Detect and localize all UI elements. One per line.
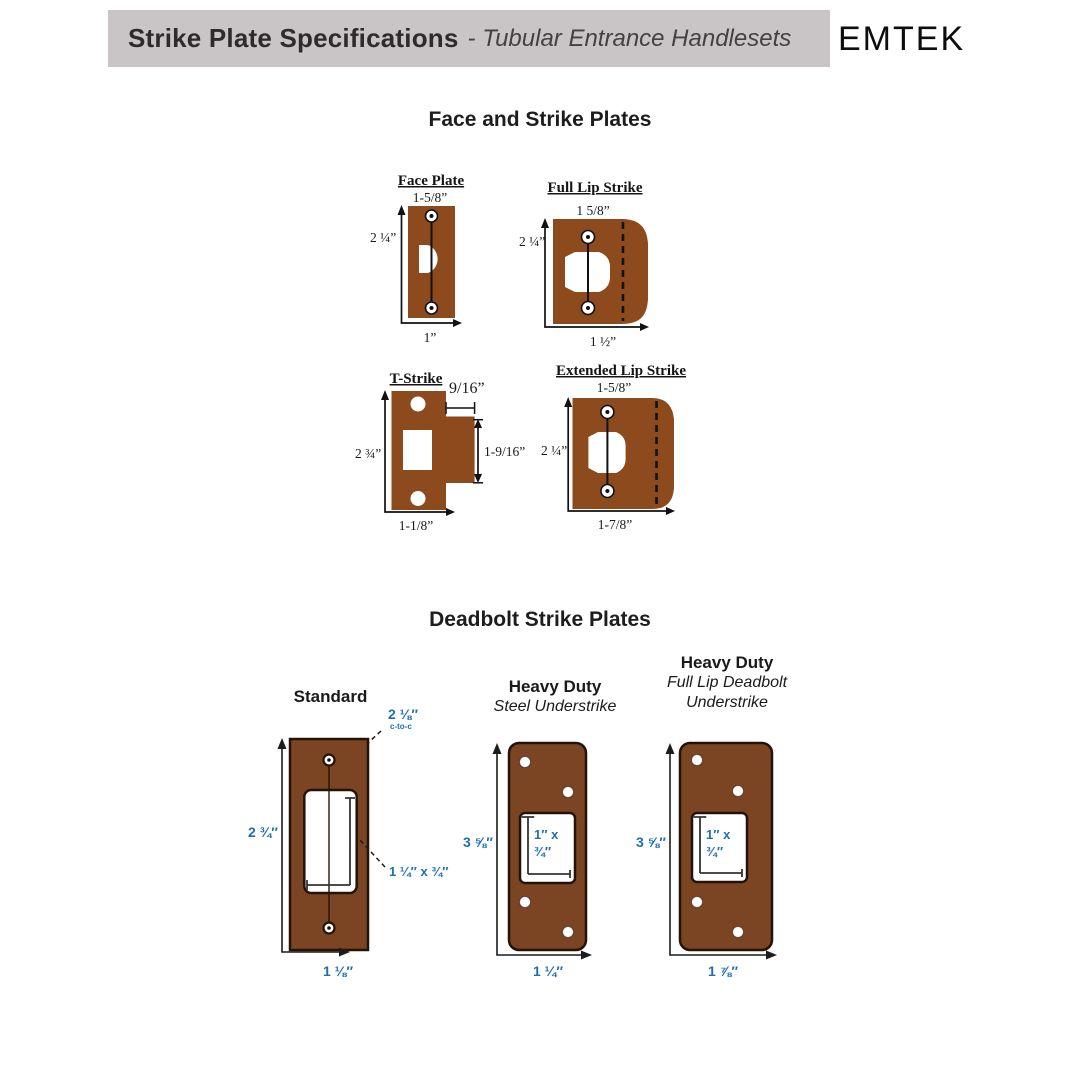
arrowhead-right [640, 323, 649, 331]
standard-dim-cutout: 1 ¼″ x ¾″ [389, 864, 449, 879]
screw-hole [520, 897, 531, 908]
t-strike-diagram [350, 360, 568, 545]
extended-lip-dim-top: 1-5/8” [596, 380, 632, 395]
screw-hole [563, 787, 574, 798]
latch-cutout [403, 430, 432, 470]
full-lip-dim-top: 1 5/8” [576, 203, 610, 218]
standard-dim-ctc: 2 ⅛″ [388, 706, 419, 722]
extended-lip-dim-bottom: 1-7/8” [597, 517, 633, 532]
extended-lip-strike-diagram [541, 355, 760, 545]
heavy-duty-full-lip-label-3: Understrike [686, 694, 768, 711]
heavy-duty-steel-diagram [450, 695, 635, 1000]
page-title: Strike Plate Specifications [128, 23, 459, 53]
hd-full-lip-dim-bottom: 1 ⅞″ [707, 963, 739, 979]
screw-hole [692, 755, 703, 766]
arrowhead-up [564, 397, 572, 407]
face-plate-diagram [360, 165, 490, 360]
section2-title: Deadbolt Strike Plates [429, 608, 651, 631]
arrowhead-up [278, 738, 287, 749]
arrowhead-right [766, 951, 777, 960]
arrowhead-right [453, 319, 462, 327]
full-lip-dim-bottom: 1 ½” [589, 334, 617, 349]
face-plate-dim-bottom: 1” [423, 330, 437, 345]
t-strike-dim-right: 1-9/16” [484, 444, 526, 459]
page-subtitle: - Tubular Entrance Handlesets [467, 24, 792, 52]
heavy-duty-steel-label-1: Heavy Duty [508, 677, 602, 696]
t-strike-dim-notch: 9/16” [449, 380, 485, 397]
screw-hole-center [430, 214, 434, 218]
screw-hole [733, 786, 744, 797]
arrowhead-up [493, 743, 502, 754]
full-lip-strike-diagram [505, 165, 705, 360]
screw-hole-center [605, 410, 609, 414]
full-lip-dim-left: 2 ¼” [519, 234, 546, 249]
emtek-logo: EMTEK [838, 20, 966, 58]
hd-steel-cutout-dim-2: ¾″ [534, 844, 552, 859]
screw-hole-center [605, 489, 609, 493]
arrowhead-down [474, 474, 482, 483]
screw-hole-center [586, 235, 590, 239]
screw-hole-center [586, 306, 590, 310]
heavy-duty-steel-label-2: Steel Understrike [493, 698, 617, 715]
arrowhead-up [666, 743, 675, 754]
face-plate-dim-left: 2 ¼” [370, 230, 397, 245]
heavy-duty-full-lip-diagram [625, 695, 825, 1000]
arrowhead-up [381, 390, 389, 400]
screw-hole-center [430, 306, 434, 310]
face-plate-title: Face Plate [397, 173, 465, 189]
screw-hole [411, 397, 426, 412]
arrowhead-up [398, 205, 406, 215]
screw-hole [692, 897, 703, 908]
arrowhead-right [581, 951, 592, 960]
standard-dim-left: 2 ¾″ [247, 824, 278, 840]
screw-hole [733, 927, 744, 938]
arrowhead-right [446, 508, 455, 516]
hd-steel-dim-bottom: 1 ¼″ [532, 963, 564, 979]
full-lip-title: Full Lip Strike [547, 180, 643, 196]
face-plate-dim-top: 1-5/8” [412, 190, 448, 205]
standard-dim-bottom: 1 ⅛″ [322, 963, 354, 979]
section1-title: Face and Strike Plates [428, 108, 652, 131]
hd-steel-dim-left: 3 ⅝″ [462, 834, 493, 850]
standard-label: Standard [293, 687, 368, 706]
arrowhead-up [541, 218, 549, 228]
heavy-duty-full-lip-label-2: Full Lip Deadbolt [666, 674, 788, 691]
bolt-cutout [304, 790, 356, 893]
standard-dim-ctc-sub: c-to-c [390, 722, 412, 731]
hd-full-lip-cutout-dim-1: 1″ x [706, 827, 731, 842]
screw-hole-center [327, 758, 331, 762]
arrowhead-right [666, 507, 675, 515]
hd-steel-cutout-dim-1: 1″ x [534, 827, 559, 842]
screw-hole [411, 491, 426, 506]
extended-lip-title: Extended Lip Strike [555, 363, 687, 379]
screw-hole [520, 757, 531, 768]
hd-full-lip-cutout-dim-2: ¾″ [706, 844, 724, 859]
t-strike-dim-left: 2 ¾” [355, 446, 382, 461]
screw-hole [563, 927, 574, 938]
extended-lip-dim-left: 2 ¼” [541, 443, 568, 458]
t-strike-title: T-Strike [389, 371, 443, 387]
header-bar [108, 10, 830, 67]
hd-full-lip-dim-left: 3 ⅝″ [635, 834, 666, 850]
screw-hole-center [327, 926, 331, 930]
t-strike-dim-bottom: 1-1/8” [398, 518, 434, 533]
standard-deadbolt-diagram [245, 695, 480, 1000]
heavy-duty-full-lip-label-1: Heavy Duty [680, 653, 774, 672]
